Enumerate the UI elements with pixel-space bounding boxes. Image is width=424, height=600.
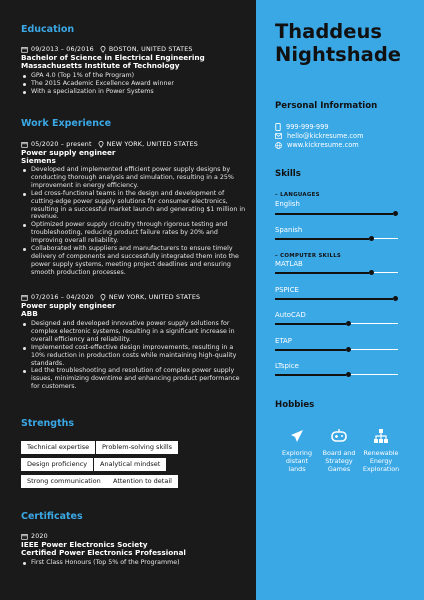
skill-bar (275, 349, 398, 350)
phone-text: 999-999-999 (286, 123, 329, 131)
contact-email (275, 132, 364, 140)
strength-tag: Strong communication (21, 475, 107, 488)
list-item: Led cross-functional teams in the design and development of cutting-edge power supply solutions for consumer electronics, resulting in a successful market launch and generating $1 million in revenue. (21, 190, 247, 222)
skill-bar-fill (275, 323, 346, 325)
phone-icon (275, 123, 281, 131)
job1-date: 05/2020 – present (31, 141, 92, 148)
contact-web (275, 141, 359, 149)
certificate-bullets (21, 559, 247, 567)
web-text[interactable]: www.kickresume.com (287, 141, 359, 149)
education-bullets (21, 72, 247, 96)
hobby-text: distant (285, 457, 309, 465)
skill-bar-fill (275, 238, 369, 240)
education-meta (21, 46, 193, 53)
list-item: GPA 4.0 (Top 1% of the Program) (21, 72, 247, 80)
network-icon (373, 428, 389, 444)
job1-location: NEW YORK, UNITED STATES (106, 141, 198, 148)
list-item: Collaborated with suppliers and manufacturers to ensure timely delivery of components and successfully integrated them into the power supply systems, meeting project deadlines and ensuring smooth production processes. (21, 245, 247, 277)
list-item: Implemented cost-effective design improvements, resulting in a 10% reduction in production costs while maintaining high-quality standards. (21, 344, 247, 368)
certificate-name-2: Certified Power Electronics Professional (21, 548, 186, 557)
hobby-item (358, 428, 404, 473)
globe-icon (275, 142, 282, 149)
job1-company: Siemens (21, 156, 56, 165)
skill-level-dot (346, 347, 351, 352)
skill-bar (275, 374, 398, 375)
hobby-text: Renewable (363, 449, 399, 457)
list-item: Developed and implemented efficient power supply designs by conducting thorough analysis and simulation, resulting in a 25% improvement in energy efficiency. (21, 166, 247, 190)
hobbies-title: Hobbies (275, 400, 315, 410)
certificate-meta (21, 533, 48, 540)
hobby-text: lands (288, 465, 306, 473)
location-pin-icon (98, 141, 104, 148)
job2-location: NEW YORK, UNITED STATES (108, 294, 201, 301)
personal-info-title: Personal Information (275, 101, 378, 111)
skill-level-dot (346, 372, 351, 377)
education-school: Massachusetts Institute of Technology (21, 61, 180, 70)
strength-tag: Analytical mindset (94, 458, 166, 471)
name-last: Nightshade (275, 43, 401, 66)
experience-title: Work Experience (21, 118, 112, 129)
contact-phone (275, 123, 329, 131)
job2-date: 07/2016 – 04/2020 (31, 294, 94, 301)
job1-meta (21, 141, 198, 148)
location-pin-icon (100, 46, 106, 53)
calendar-icon (21, 533, 28, 540)
skill-pspice: PSPICE (275, 286, 299, 294)
strength-tag: Technical expertise (21, 441, 95, 454)
certificate-name-1: IEEE Power Electronics Society (21, 540, 148, 549)
list-item: First Class Honours (Top 5% of the Programme) (21, 559, 247, 567)
strength-tag: Design proficiency (21, 458, 93, 471)
education-date: 09/2013 – 06/2016 (31, 46, 94, 53)
gamepad-icon (330, 428, 348, 444)
skill-spanish: Spanish (275, 226, 303, 234)
computer-skills-label: – COMPUTER SKILLS (275, 253, 342, 259)
job2-bullets (21, 320, 247, 391)
skill-etap: ETAP (275, 337, 292, 345)
skill-level-dot (393, 296, 398, 301)
job2-role: Power supply engineer (21, 301, 116, 310)
skill-level-dot (393, 211, 398, 216)
skill-bar-fill (275, 272, 369, 274)
certificate-year: 2020 (31, 533, 48, 540)
skill-ltspice: LTspice (275, 362, 299, 370)
job2-meta (21, 294, 200, 301)
skill-bar (275, 272, 398, 273)
name-first: Thaddeus (275, 20, 382, 43)
skill-level-dot (346, 321, 351, 326)
skill-bar (275, 298, 398, 299)
location-pin-icon (100, 294, 106, 301)
calendar-icon (21, 46, 28, 53)
skill-bar-fill (275, 213, 393, 215)
skill-bar-fill (275, 349, 346, 351)
hobby-text: Strategy (325, 457, 353, 465)
skill-level-dot (369, 236, 374, 241)
education-title: Education (21, 24, 75, 35)
education-location: BOSTON, UNITED STATES (108, 46, 193, 53)
list-item: Led the troubleshooting and resolution of complex power supply issues, minimizing downtime and enhancing product performance for customers. (21, 367, 247, 391)
list-item: With a specialization in Power Systems (21, 88, 247, 96)
calendar-icon (21, 294, 28, 301)
email-text[interactable]: hello@kickresume.com (287, 132, 364, 140)
airplane-icon (289, 428, 305, 444)
skill-bar-fill (275, 298, 393, 300)
job1-role: Power supply engineer (21, 148, 116, 157)
hobby-item (316, 428, 362, 473)
skill-bar (275, 213, 398, 214)
right-column (256, 0, 424, 600)
hobby-text: Exploration (362, 465, 400, 473)
hobby-text: Exploring (281, 449, 313, 457)
email-icon (275, 133, 282, 139)
skill-bar (275, 323, 398, 324)
skill-bar-fill (275, 374, 346, 376)
education-degree: Bachelor of Science in Electrical Engineering (21, 53, 205, 62)
hobby-text: Energy (369, 457, 393, 465)
calendar-icon (21, 141, 28, 148)
job1-bullets (21, 166, 247, 277)
skills-title: Skills (275, 169, 301, 179)
strength-tag: Attention to detail (107, 475, 178, 488)
certificates-title: Certificates (21, 511, 83, 522)
list-item: The 2015 Academic Excellence Award winner (21, 80, 247, 88)
languages-label: – LANGUAGES (275, 192, 320, 198)
list-item: Optimized power supply circuitry through rigorous testing and troubleshooting, reducing product failure rates by 20% and improving overall reliability. (21, 221, 247, 245)
hobby-text: Games (327, 465, 351, 473)
candidate-name (275, 20, 401, 66)
strength-tag: Problem-solving skills (96, 441, 178, 454)
hobby-item (274, 428, 320, 473)
list-item: Designed and developed innovative power supply solutions for complex electronic systems, resulting in a significant increase in overall efficiency and reliability. (21, 320, 247, 344)
skill-level-dot (369, 270, 374, 275)
skill-english: English (275, 200, 300, 208)
strengths-title: Strengths (21, 418, 75, 429)
skill-bar (275, 238, 398, 239)
hobby-text: Board and (322, 449, 356, 457)
skill-autocad: AutoCAD (275, 311, 306, 319)
job2-company: ABB (21, 309, 38, 318)
skill-matlab: MATLAB (275, 260, 303, 268)
